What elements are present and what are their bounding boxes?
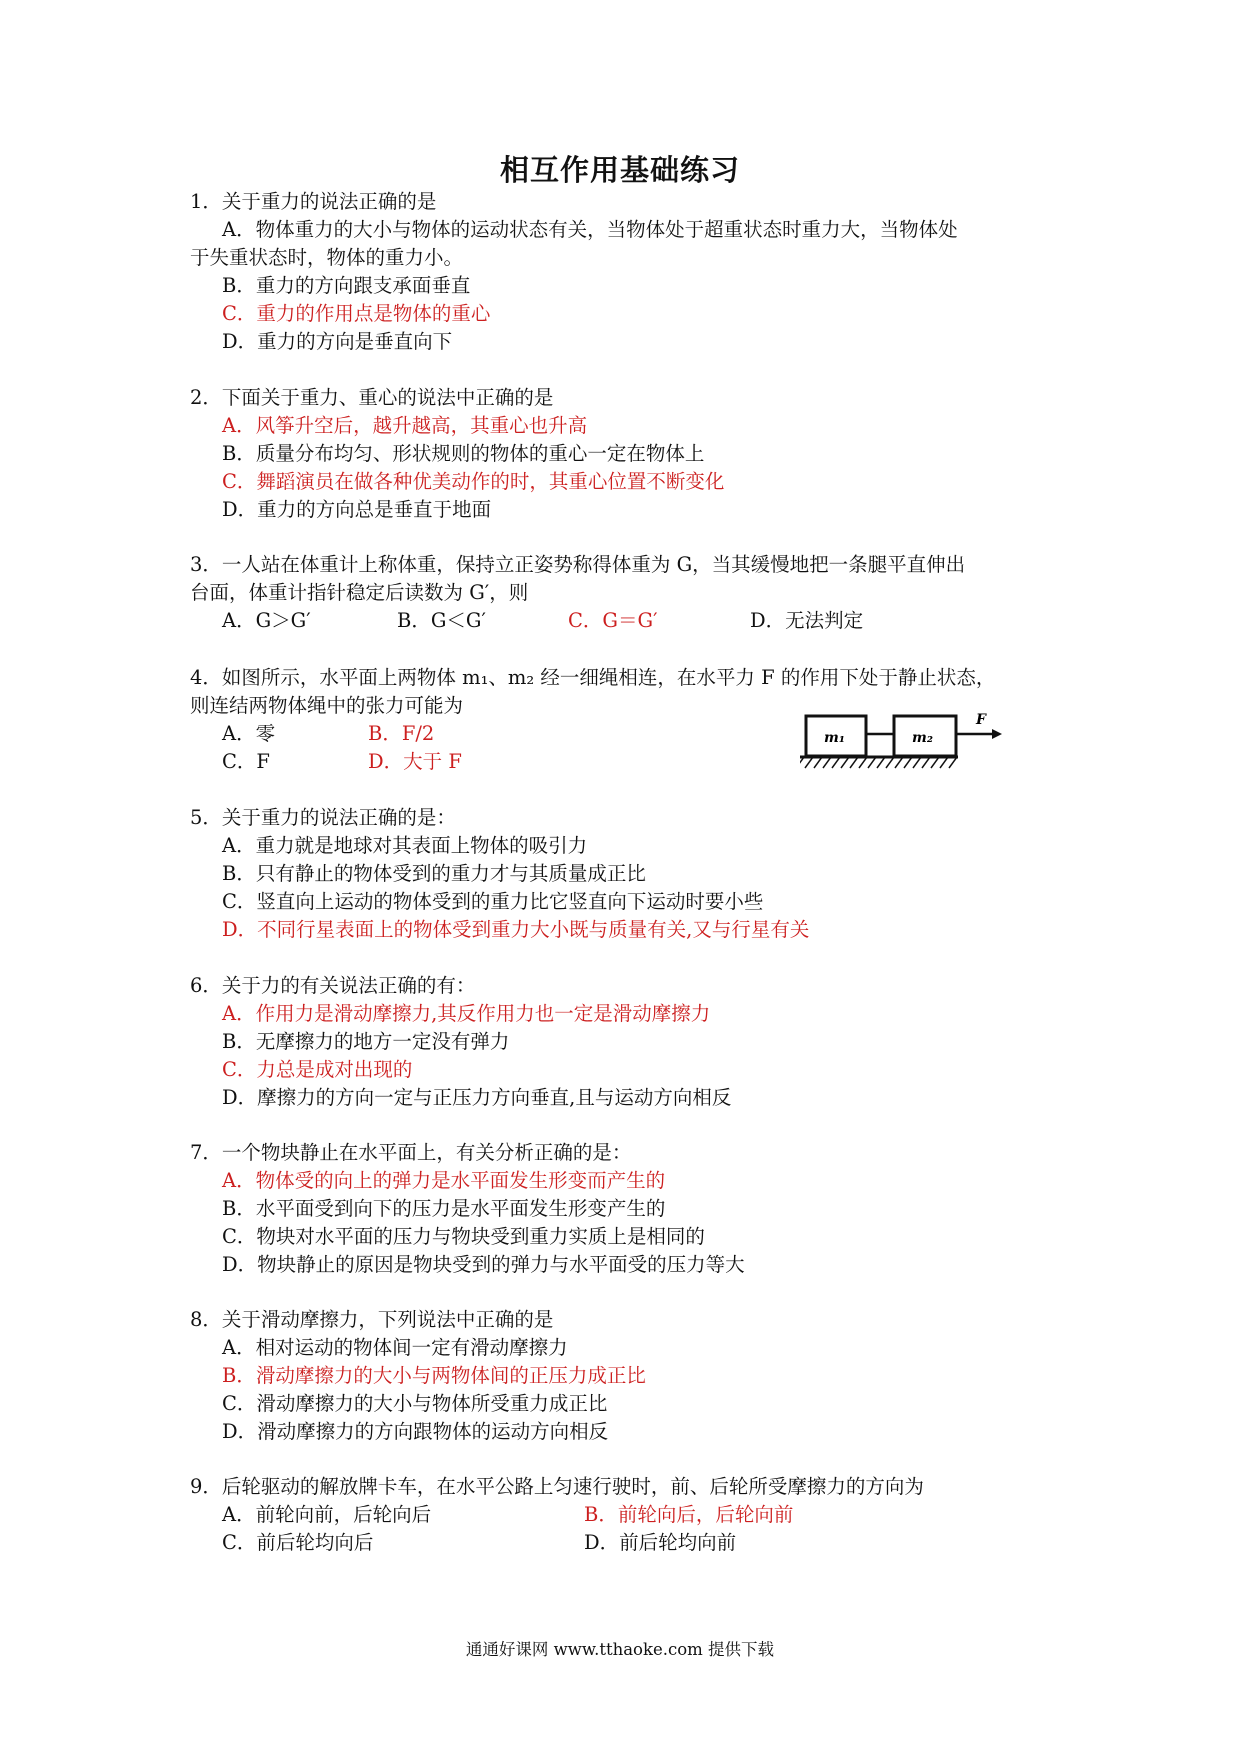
hatch-mark — [895, 757, 903, 768]
q8-option-a: A．相对运动的物体间一定有滑动摩擦力 — [222, 1336, 568, 1359]
q8-option-b: B．滑动摩擦力的大小与两物体间的正压力成正比 — [222, 1364, 646, 1387]
question-5-stem: 5．关于重力的说法正确的是： — [190, 806, 456, 829]
hatch-mark — [922, 757, 930, 768]
q7-option-a: A．物体受的向上的弹力是水平面发生形变而产生的 — [222, 1169, 666, 1192]
hatch-mark — [913, 757, 921, 768]
q5-option-a: A．重力就是地球对其表面上物体的吸引力 — [222, 834, 588, 857]
question-3-stem-cont: 台面，体重计指针稳定后读数为 G′，则 — [190, 581, 529, 604]
q2-option-b: B．质量分布均匀、形状规则的物体的重心一定在物体上 — [222, 442, 705, 465]
q6-option-c: C．力总是成对出现的 — [222, 1058, 413, 1081]
hatch-mark — [877, 757, 885, 768]
q9-option-b: B．前轮向后，后轮向前 — [584, 1503, 794, 1526]
hatch-mark — [832, 757, 840, 768]
q8-option-c: C．滑动摩擦力的大小与物体所受重力成正比 — [222, 1392, 608, 1415]
q3-option-c: C．G＝G′ — [568, 609, 658, 632]
q1-option-a: A．物体重力的大小与物体的运动状态有关，当物体处于超重状态时重力大，当物体处 — [222, 218, 958, 241]
q2-option-a: A．风筝升空后，越升越高，其重心也升高 — [222, 414, 588, 437]
page-footer: 通通好课网 www.tthaoke.com 提供下载 — [465, 1640, 775, 1659]
q4-option-b: B．F/2 — [368, 722, 435, 745]
hatch-mark — [800, 757, 804, 768]
q7-option-b: B．水平面受到向下的压力是水平面发生形变产生的 — [222, 1197, 666, 1220]
hatch-mark — [805, 757, 813, 768]
page-title: 相互作用基础练习 — [499, 153, 740, 187]
hatch-mark — [868, 757, 876, 768]
q9-option-d: D．前后轮均向前 — [584, 1531, 737, 1554]
q4-option-a: A．零 — [222, 722, 276, 745]
question-8-stem: 8．关于滑动摩擦力，下列说法中正确的是 — [190, 1308, 554, 1331]
q9-option-a: A．前轮向前，后轮向后 — [222, 1503, 432, 1526]
hatch-mark — [814, 757, 822, 768]
block-m1-label: m₁ — [824, 730, 845, 746]
question-1-stem: 1．关于重力的说法正确的是 — [190, 190, 437, 213]
question-2-stem: 2．下面关于重力、重心的说法中正确的是 — [190, 386, 554, 409]
q8-option-d: D．滑动摩擦力的方向跟物体的运动方向相反 — [222, 1420, 609, 1443]
q3-option-b: B．G＜G′ — [397, 609, 486, 632]
q7-option-c: C．物块对水平面的压力与物块受到重力实质上是相同的 — [222, 1225, 705, 1248]
q4-option-c: C．F — [222, 750, 270, 773]
q5-option-c: C．竖直向上运动的物体受到的重力比它竖直向下运动时要小些 — [222, 890, 764, 913]
hatch-mark — [931, 757, 939, 768]
hatch-mark — [841, 757, 849, 768]
q4-option-d: D．大于 F — [368, 750, 462, 773]
q6-option-a: A．作用力是滑动摩擦力,其反作用力也一定是滑动摩擦力 — [222, 1002, 711, 1025]
q6-option-b: B．无摩擦力的地方一定没有弹力 — [222, 1030, 510, 1053]
ground-hatching — [800, 757, 957, 768]
hatch-mark — [823, 757, 831, 768]
q3-option-a: A．G＞G′ — [222, 609, 311, 632]
hatch-mark — [949, 757, 957, 768]
hatch-mark — [859, 757, 867, 768]
question-4-stem: 4．如图所示，水平面上两物体 m₁、m₂ 经一细绳相连，在水平力 F 的作用下处于静止状态， — [190, 666, 996, 689]
q1-option-d: D．重力的方向是垂直向下 — [222, 330, 453, 353]
force-label: F — [976, 712, 986, 728]
q9-option-c: C．前后轮均向后 — [222, 1531, 374, 1554]
q2-option-c: C．舞蹈演员在做各种优美动作的时，其重心位置不断变化 — [222, 470, 725, 493]
q1-option-c: C．重力的作用点是物体的重心 — [222, 302, 491, 325]
q1-option-a-cont: 于失重状态时，物体的重力小。 — [190, 246, 464, 269]
hatch-mark — [850, 757, 858, 768]
block-m2-label: m₂ — [912, 730, 933, 746]
q7-option-d: D．物块静止的原因是物块受到的弹力与水平面受的压力等大 — [222, 1253, 745, 1276]
q6-option-d: D．摩擦力的方向一定与正压力方向垂直,且与运动方向相反 — [222, 1086, 732, 1109]
hatch-mark — [940, 757, 948, 768]
question-3-stem: 3．一人站在体重计上称体重，保持立正姿势称得体重为 G，当其缓慢地把一条腿平直伸出 — [190, 553, 966, 576]
q1-option-b: B．重力的方向跟支承面垂直 — [222, 274, 471, 297]
q2-option-d: D．重力的方向总是垂直于地面 — [222, 498, 492, 521]
question-9-stem: 9．后轮驱动的解放牌卡车，在水平公路上匀速行驶时，前、后轮所受摩擦力的方向为 — [190, 1475, 924, 1498]
question-7-stem: 7．一个物块静止在水平面上，有关分析正确的是： — [190, 1141, 632, 1164]
question-6-stem: 6．关于力的有关说法正确的有： — [190, 974, 476, 997]
question-4-stem-cont: 则连结两物体绳中的张力可能为 — [190, 694, 464, 717]
hatch-mark — [886, 757, 894, 768]
hatch-mark — [904, 757, 912, 768]
q3-option-d: D．无法判定 — [750, 609, 864, 632]
two-block-diagram — [800, 710, 1010, 780]
q5-option-b: B．只有静止的物体受到的重力才与其质量成正比 — [222, 862, 646, 885]
force-arrow-head — [992, 729, 1002, 739]
q5-option-d: D．不同行星表面上的物体受到重力大小既与质量有关,又与行星有关 — [222, 918, 810, 941]
